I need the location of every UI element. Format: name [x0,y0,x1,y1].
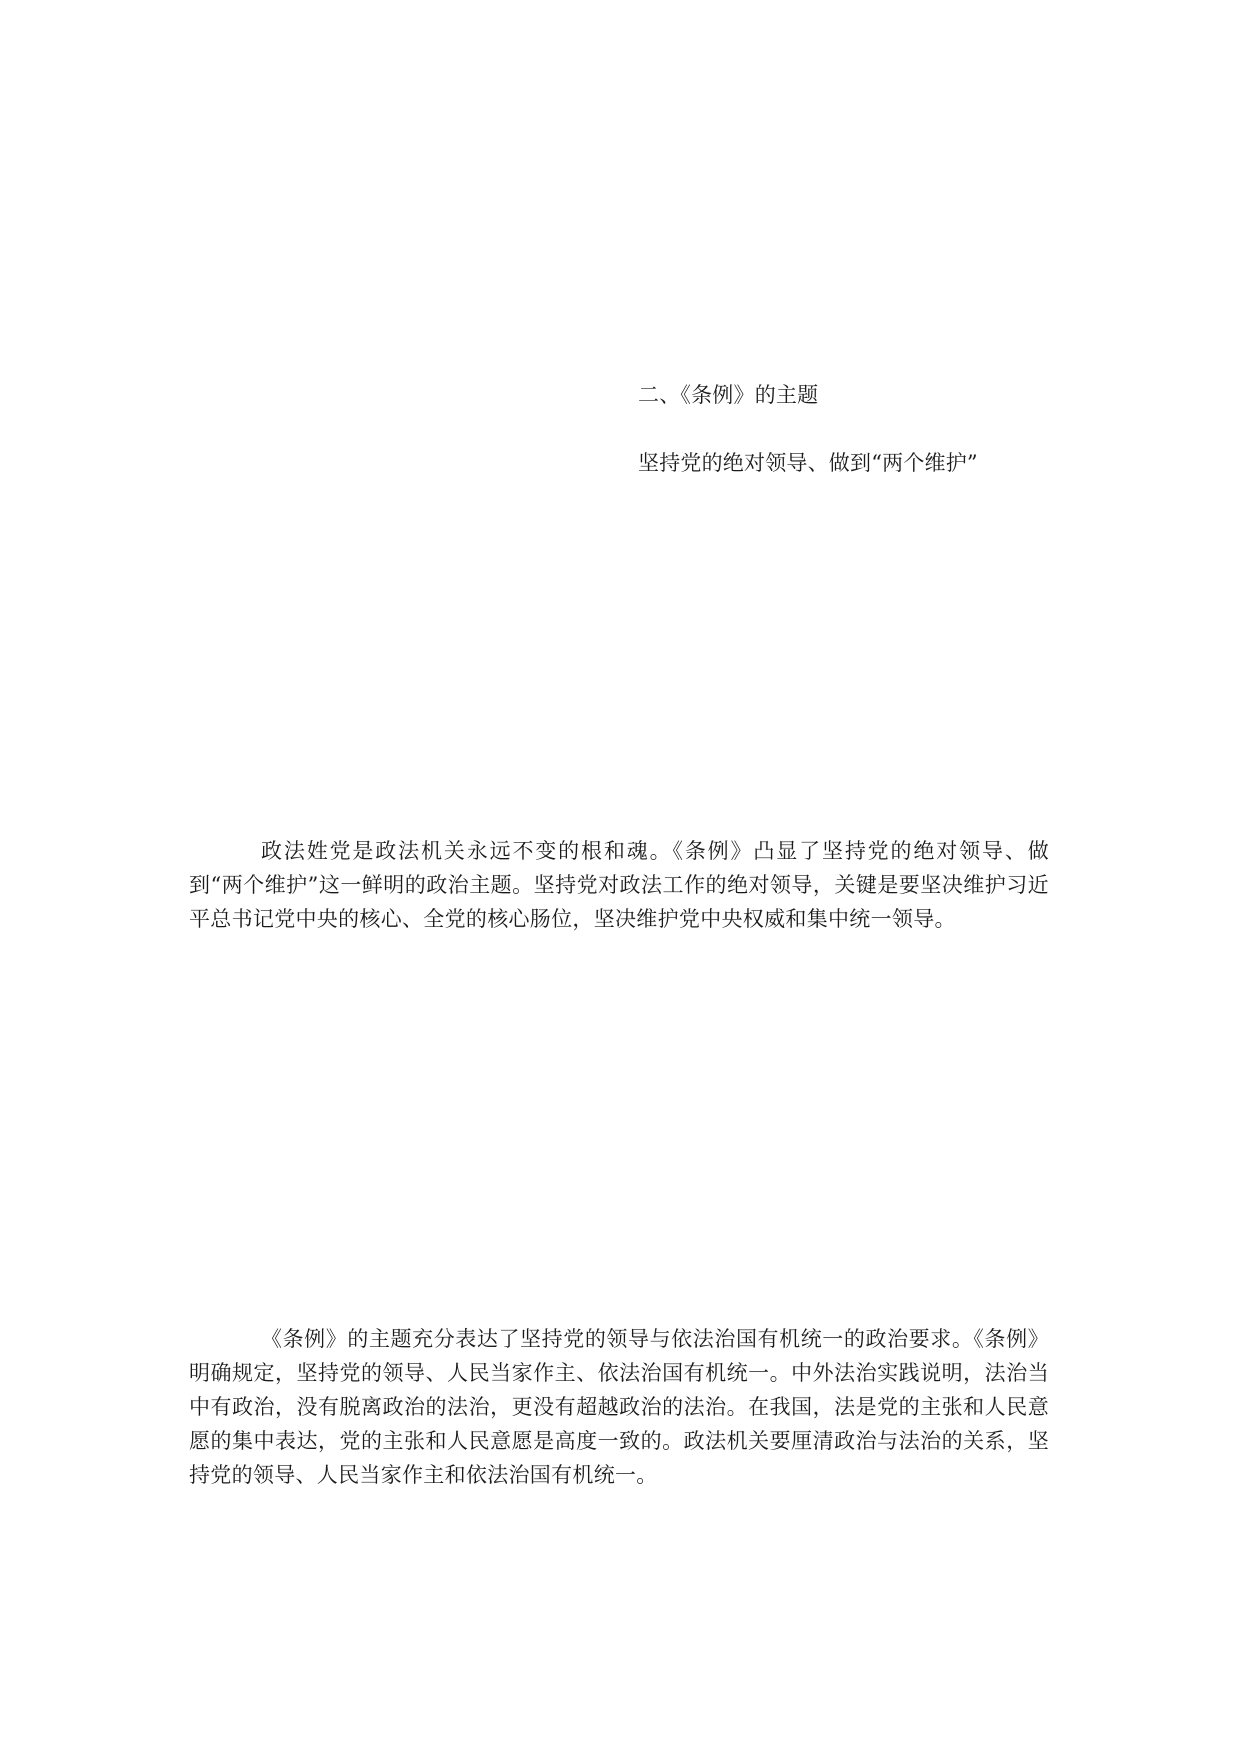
section-subtitle: 坚持党的绝对领导、做到“两个维护” [638,451,978,475]
section-title: 二、《条例》的主题 [638,383,819,407]
body-paragraph: 政法姓党是政法机关永远不变的根和魂。《条例》凸显了坚持党的绝对领导、做到“两个维护”这一鲜明的政治主题。坚持党对政法工作的绝对领导，关键是要坚决维护习近平总书记党中央的核心、全党的核心肠位，坚决维护党中央权威和集中统一领导。 [189,839,1049,931]
body-paragraph: 《条例》的主题充分表达了坚持党的领导与依法治国有机统一的政治要求。《条例》明确规定，坚持党的领导、人民当家作主、依法治国有机统一。中外法治实践说明，法治当中有政治，没有脱离政治的法治，更没有超越政治的法治。在我国，法是党的主张和人民意愿的集中表达，党的主张和人民意愿是高度一致的。政法机关要厘清政治与法治的关系，坚持党的领导、人民当家作主和依法治国有机统一。 [189,1327,1049,1487]
